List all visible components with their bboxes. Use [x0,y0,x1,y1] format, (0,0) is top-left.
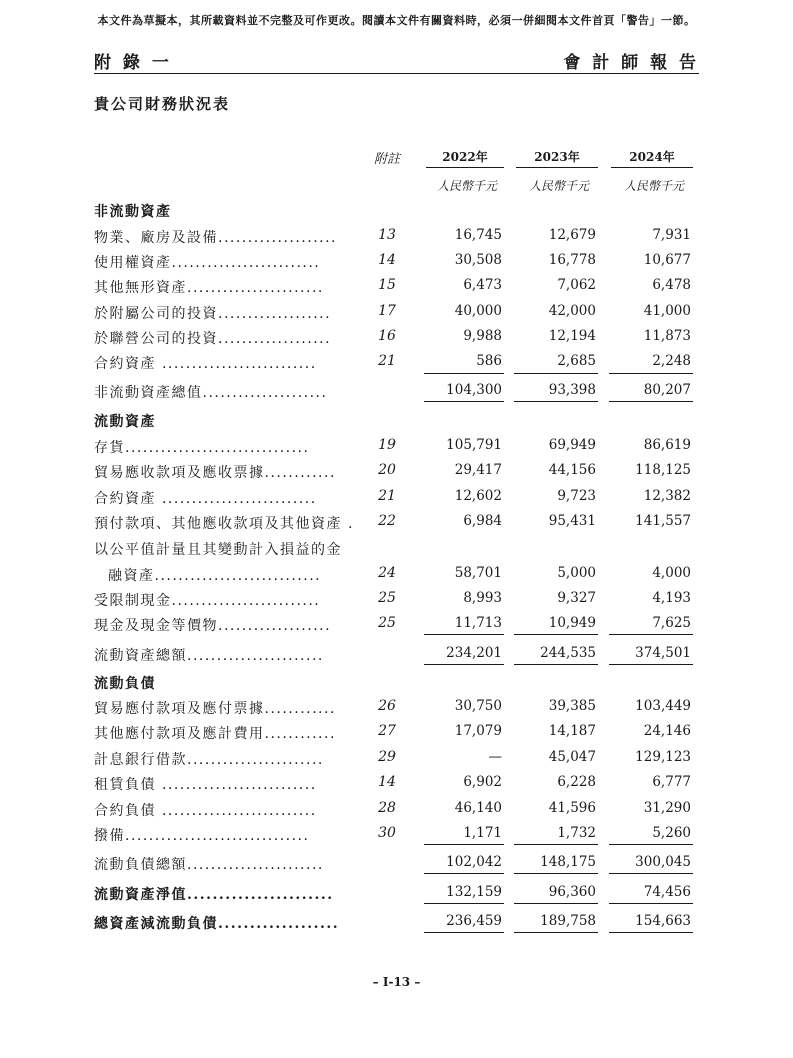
value-2024: 12,382 [643,488,691,504]
subtotal-rule [514,844,598,845]
row-note: 14 [378,252,396,268]
value-2024: 2,248 [652,353,691,369]
value-2023: 1,732 [557,825,596,841]
table-row-total [94,854,699,878]
value-2022: 102,042 [446,854,502,870]
total-rule [514,903,598,904]
row-note: 28 [378,800,396,816]
header-rule [94,73,699,74]
value-2023: 6,228 [557,774,596,790]
value-2022: 6,473 [463,277,502,293]
row-label: 流動負債總額....................... [94,857,324,873]
value-2022: 16,745 [454,227,502,243]
value-2024: 86,619 [643,437,691,453]
row-note: 24 [378,565,396,581]
value-2023: 41,596 [548,800,596,816]
row-note: 17 [378,303,396,319]
row-note: 21 [378,488,396,504]
row-note: 27 [378,723,396,739]
subtotal-rule [514,634,598,635]
unit-label-2024: 人民幣千元 [623,179,684,193]
subtotal-rule [424,634,504,635]
total-rule [609,873,693,874]
row-label: 融資產............................ [108,568,322,584]
subtotal-rule [424,844,504,845]
section-current-liabilities: 流動負債 [94,676,156,692]
row-label: 租賃負債 .......................... [94,777,317,793]
total-rule [424,903,504,904]
total-rule [424,664,504,665]
row-note: 29 [378,749,396,765]
row-label: 合約負債 .......................... [94,803,317,819]
table-row [94,615,699,639]
value-2023: 96,360 [548,884,596,900]
row-label: 使用權資產......................... [94,255,321,271]
value-2023: 148,175 [540,854,596,870]
row-note: 16 [378,328,396,344]
value-2024: 31,290 [643,800,691,816]
value-2022: 12,602 [454,488,502,504]
value-2024: 6,478 [652,277,691,293]
value-2023: 39,385 [548,698,596,714]
subtotal-rule [424,373,504,374]
value-2023: 93,398 [548,382,596,398]
unit-label-2022: 人民幣千元 [436,179,497,193]
draft-disclaimer: 本文件為草擬本，其所載資料並不完整及可作更改。閱讀本文件有關資料時，必須一併細閱本文件首頁「警告」一節。 [97,14,696,27]
value-2024: 80,207 [643,382,691,398]
report-title: 會 計 師 報 告 [563,53,699,73]
row-label: 貿易應付款項及應付票據............ [94,701,336,717]
row-label: 於聯營公司的投資................... [94,331,332,347]
total-rule [514,401,598,402]
value-2022: 586 [476,353,502,369]
value-2022: — [488,749,502,765]
table-row [94,825,699,849]
row-label: 非流動資產總值..................... [94,385,328,401]
table-row [94,437,699,461]
total-rule [424,401,504,402]
table-row [94,800,699,824]
table-row-net-current-assets [94,884,699,908]
value-2023: 244,535 [540,645,596,661]
value-2023: 16,778 [548,252,596,268]
row-label: 合約資產 .......................... [94,356,317,372]
value-2023: 9,723 [557,488,596,504]
table-row [94,774,699,798]
value-2023: 44,156 [548,462,596,478]
value-2024: 6,777 [652,774,691,790]
value-2023: 14,187 [548,723,596,739]
total-rule [609,932,693,933]
year-header-2022: 2022年 [426,148,504,168]
row-note: 25 [378,590,396,606]
row-label: 預付款項、其他應收款項及其他資產 . [94,516,354,532]
section-current-assets: 流動資產 [94,414,156,430]
value-2024: 11,873 [643,328,691,344]
value-2023: 42,000 [548,303,596,319]
unit-label-2023: 人民幣千元 [528,179,589,193]
row-note: 19 [378,437,396,453]
table-row [94,513,699,537]
total-rule [609,664,693,665]
value-2024: 74,456 [643,884,691,900]
table-row-total [94,645,699,669]
row-label: 受限制現金......................... [94,593,321,609]
value-2024: 24,146 [643,723,691,739]
value-2022: 9,988 [463,328,502,344]
value-2024: 129,123 [635,749,691,765]
value-2022: 30,508 [454,252,502,268]
value-2022: 104,300 [446,382,502,398]
value-2022: 58,701 [454,565,502,581]
row-label: 合約資產 .......................... [94,491,317,507]
value-2024: 141,557 [635,513,691,529]
total-rule [424,932,504,933]
row-note: 20 [378,462,396,478]
value-2023: 2,685 [557,353,596,369]
value-2023: 69,949 [548,437,596,453]
value-2024: 5,260 [652,825,691,841]
table-row [94,723,699,747]
value-2023: 9,327 [557,590,596,606]
row-label: 計息銀行借款....................... [94,752,324,768]
value-2022: 8,993 [463,590,502,606]
value-2022: 46,140 [454,800,502,816]
row-note: 30 [378,825,396,841]
table-row [94,303,699,327]
table-row [94,252,699,276]
value-2022: 29,417 [454,462,502,478]
row-label: 貿易應收款項及應收票據............ [94,465,336,481]
value-2024: 10,677 [643,252,691,268]
statement-title: 貴公司財務狀況表 [94,95,231,113]
table-row [94,749,699,773]
value-2022: 105,791 [446,437,502,453]
subtotal-rule [609,844,693,845]
subtotal-rule [514,373,598,374]
value-2022: 30,750 [454,698,502,714]
total-rule [609,903,693,904]
total-rule [609,401,693,402]
value-2023: 7,062 [557,277,596,293]
row-label: 現金及現金等價物................... [94,618,332,634]
value-2023: 12,194 [548,328,596,344]
section-non-current-assets: 非流動資產 [94,204,172,220]
row-note: 15 [378,277,396,293]
row-note: 14 [378,774,396,790]
value-2024: 4,000 [652,565,691,581]
value-2022: 17,079 [454,723,502,739]
subtotal-rule [609,373,693,374]
value-2024: 118,125 [635,462,691,478]
table-row-total [94,382,699,406]
table-row [94,565,699,589]
value-2022: 236,459 [446,913,502,929]
value-2024: 4,193 [652,590,691,606]
value-2023: 45,047 [548,749,596,765]
value-2024: 7,625 [652,615,691,631]
row-label: 流動資產淨值....................... [94,887,334,903]
row-note: 22 [378,513,396,529]
value-2023: 5,000 [557,565,596,581]
value-2022: 132,159 [446,884,502,900]
row-label: 撥備............................... [94,828,310,844]
total-rule [424,873,504,874]
total-rule [514,664,598,665]
value-2024: 7,931 [652,227,691,243]
value-2024: 300,045 [635,854,691,870]
value-2022: 234,201 [446,645,502,661]
row-note: 26 [378,698,396,714]
row-label: 其他無形資產....................... [94,280,324,296]
row-label: 存貨............................... [94,440,310,456]
total-rule [514,932,598,933]
year-header-2024: 2024年 [611,148,693,168]
value-2023: 95,431 [548,513,596,529]
note-column-header: 附註 [373,152,400,167]
appendix-title: 附 錄 一 [94,53,172,73]
value-2022: 1,171 [463,825,502,841]
value-2022: 40,000 [454,303,502,319]
table-row [94,227,699,251]
table-row [94,590,699,614]
row-label: 物業、廠房及設備.................... [94,230,338,246]
value-2022: 11,713 [454,615,502,631]
row-note: 21 [378,353,396,369]
table-row [94,462,699,486]
value-2023: 12,679 [548,227,596,243]
row-label: 流動資產總額....................... [94,648,324,664]
table-row-total-assets-less-current-liabilities [94,913,699,937]
table-row [94,539,699,563]
table-row [94,328,699,352]
value-2023: 189,758 [540,913,596,929]
table-row [94,488,699,512]
value-2023: 10,949 [548,615,596,631]
row-label: 於附屬公司的投資................... [94,306,332,322]
year-header-2023: 2023年 [516,148,598,168]
table-row [94,698,699,722]
value-2022: 6,902 [463,774,502,790]
value-2024: 103,449 [635,698,691,714]
row-label: 其他應付款項及應計費用............ [94,726,336,742]
value-2024: 154,663 [635,913,691,929]
table-row [94,277,699,301]
value-2024: 41,000 [643,303,691,319]
value-2022: 6,984 [463,513,502,529]
row-label: 以公平值計量且其變動計入損益的金 [94,542,342,558]
row-note: 13 [378,227,396,243]
row-label: 總資產減流動負債................... [94,916,340,932]
row-note: 25 [378,615,396,631]
value-2024: 374,501 [635,645,691,661]
subtotal-rule [609,634,693,635]
total-rule [514,873,598,874]
page-number: – I-13 – [372,975,421,989]
